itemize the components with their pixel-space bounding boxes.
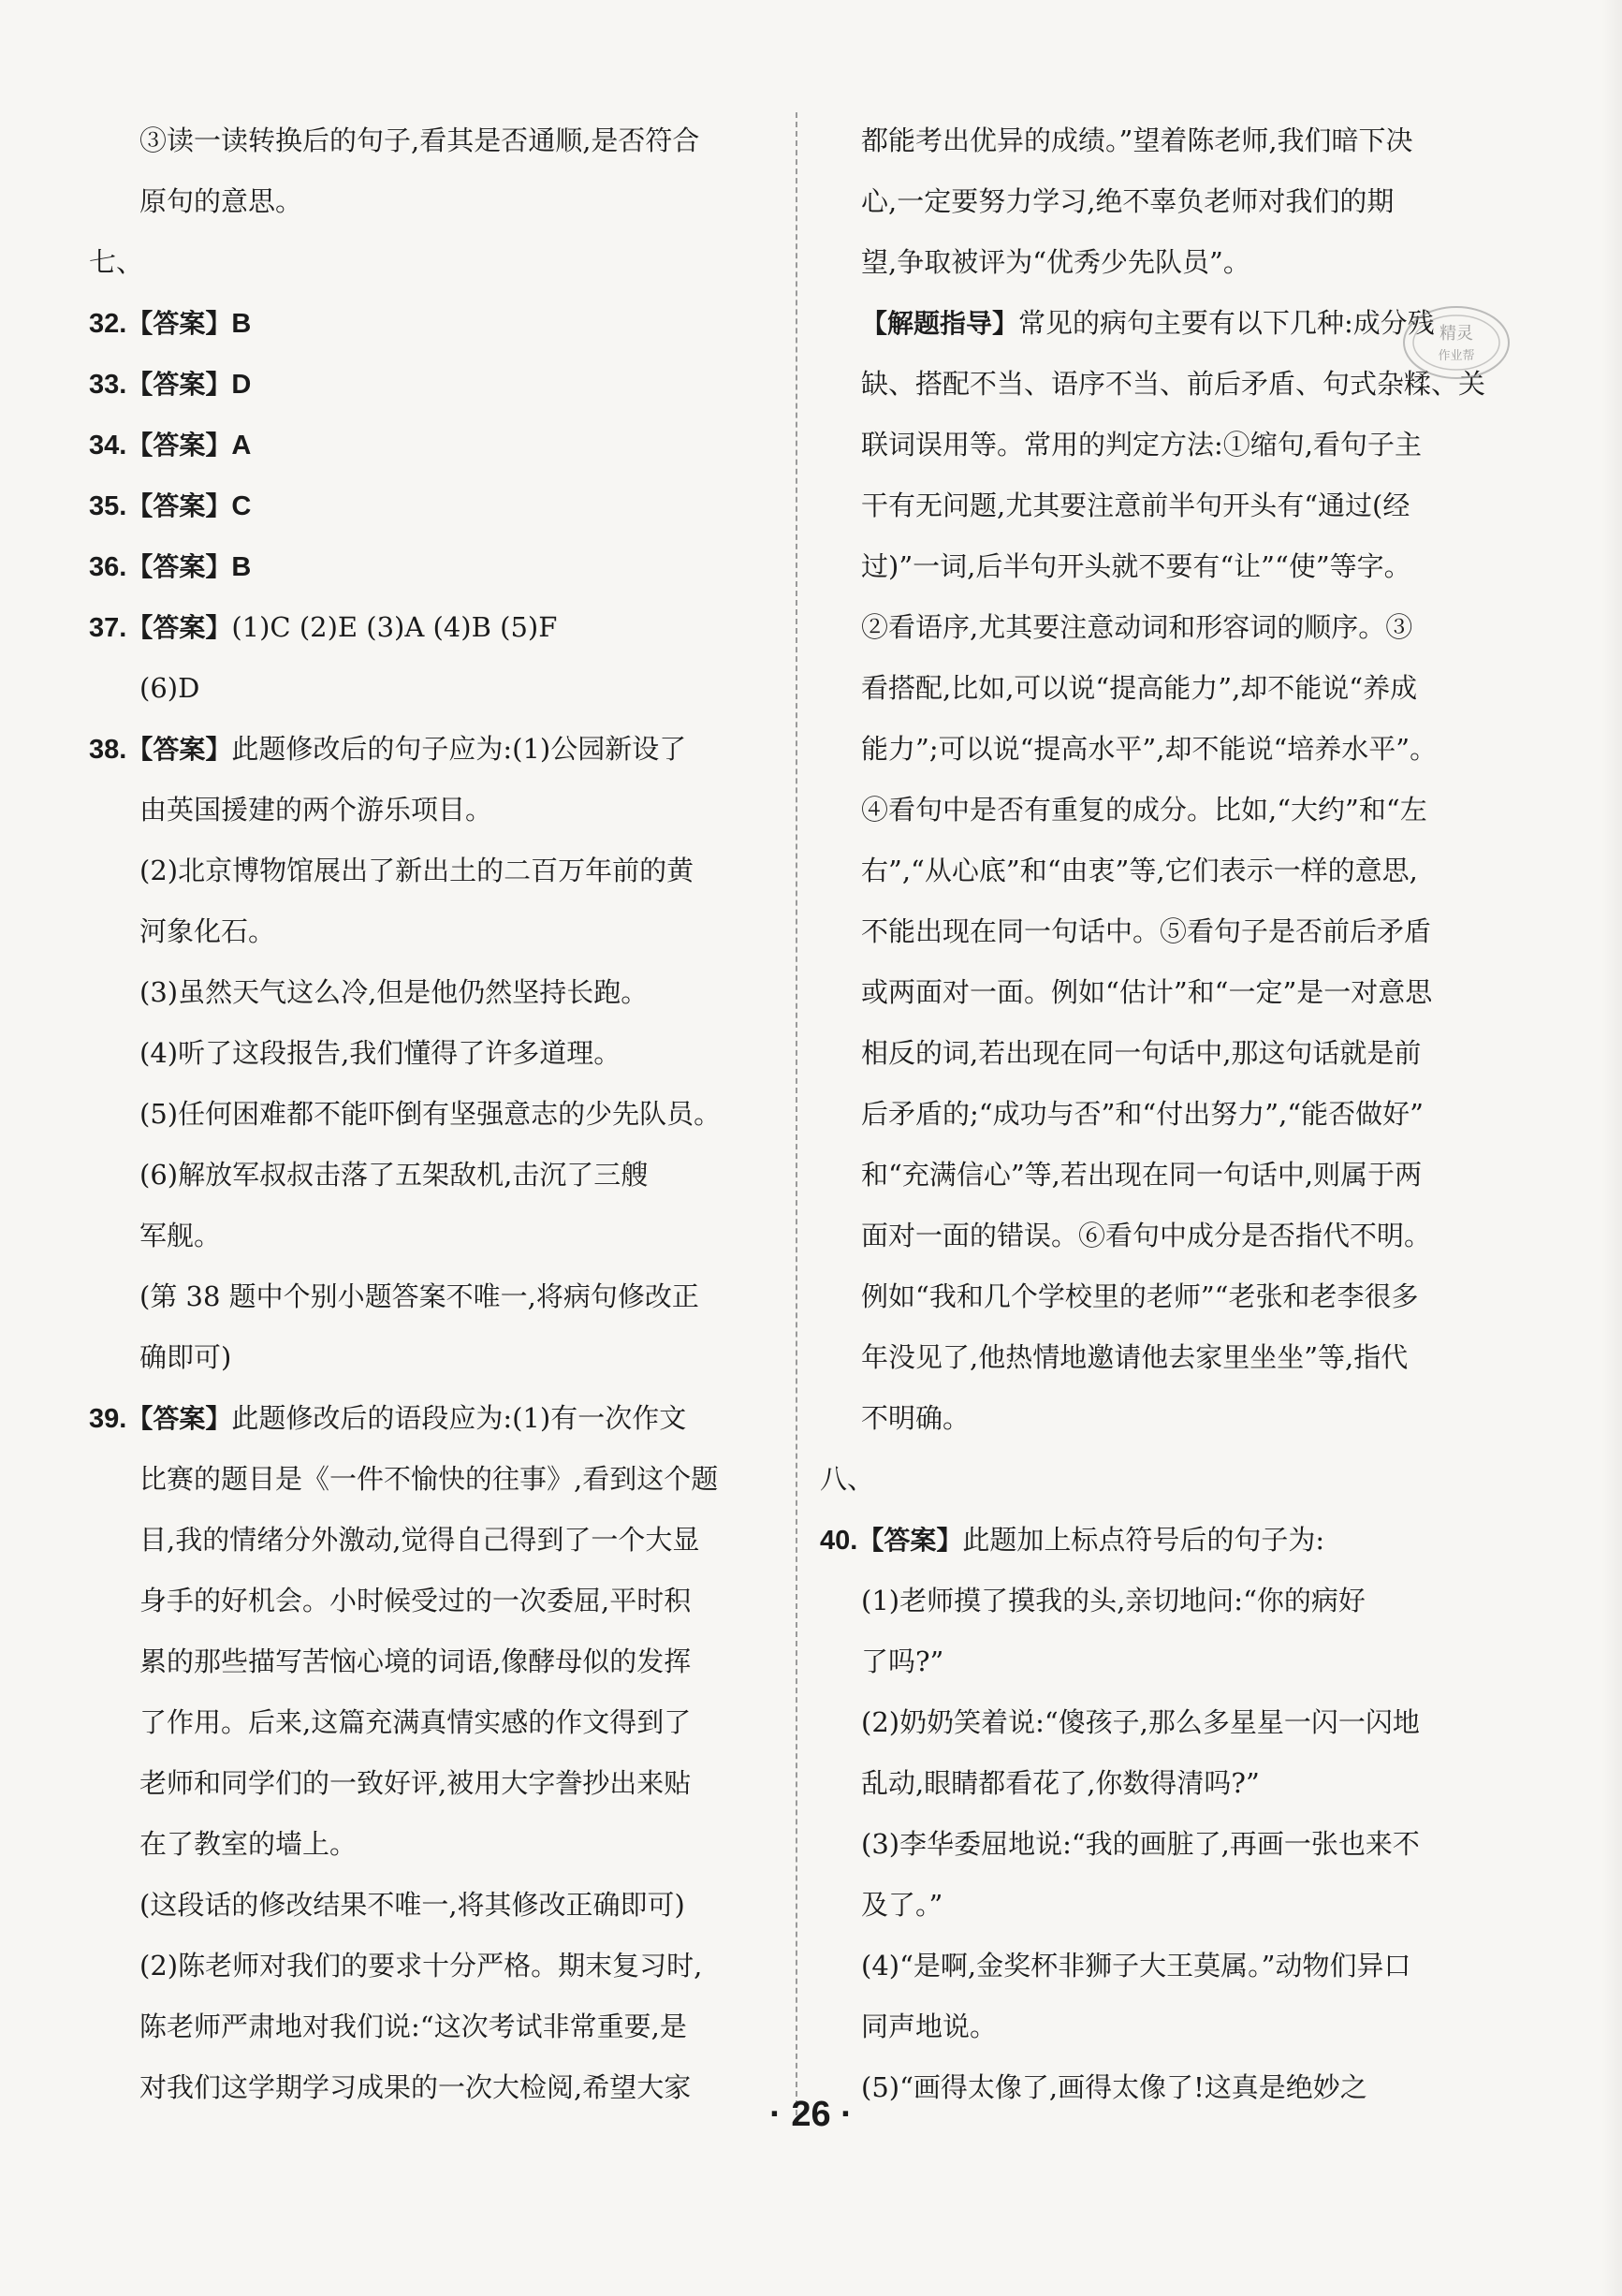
text-line [861,719,1498,780]
text-line [861,536,1498,597]
line-text: (6)D [139,672,200,704]
line-text: ④看句中是否有重复的成分。比如,“大约”和“左 [861,794,1427,826]
line-text: 后矛盾的;“成功与否”和“付出努力”,“能否做好” [861,1098,1424,1130]
text-line [89,901,763,962]
text-line [89,1145,763,1206]
text-line [861,1084,1498,1145]
line-text: 此题加上标点符号后的句子为: [962,1524,1325,1556]
text-line [89,110,763,171]
line-text: 此题修改后的句子应为:(1)公园新设了 [231,733,687,765]
line-text: 和“充满信心”等,若出现在同一句话中,则属于两 [861,1159,1423,1191]
question-number: 33. [89,370,127,400]
text-line [89,232,763,293]
line-text: 身手的好机会。小时候受过的一次委屈,平时积 [139,1585,692,1616]
line-text: 都能考出优异的成绩。”望着陈老师,我们暗下决 [861,124,1413,156]
text-line [89,1875,763,1936]
line-text: 七、 [89,246,144,278]
line-text: 由英国援建的两个游乐项目。 [139,794,493,826]
line-text: (5)任何困难都不能吓倒有坚强意志的少先队员。 [139,1098,722,1130]
question-number: 39. [89,1404,127,1434]
line-text: 了吗?” [861,1645,944,1677]
text-line [861,171,1498,232]
text-line [820,1449,1498,1510]
text-line [820,1510,1498,1571]
right-column [820,110,1498,2118]
line-text: 乱动,眼睛都看花了,你数得清吗?” [861,1767,1260,1799]
text-line [89,293,763,354]
line-text: 面对一面的错误。⑥看句中成分是否指代不明。 [861,1220,1432,1251]
answer-tag: 【答案】 [126,612,232,643]
line-text: 或两面对一面。例如“估计”和“一定”是一对意思 [861,976,1433,1008]
text-line [861,1996,1498,2057]
line-text: 河象化石。 [139,915,276,947]
text-line [89,780,763,841]
question-number: 32. [89,309,127,339]
line-text: 例如“我和几个学校里的老师”“老张和老李很多 [861,1280,1419,1312]
text-line [89,415,763,475]
text-line [89,1936,763,1996]
line-text: D [231,370,252,400]
line-text: B [231,309,252,339]
line-text: 常见的病句主要有以下几种:成分残 [1018,307,1435,339]
line-text: (4)听了这段报告,我们懂得了许多道理。 [139,1037,621,1069]
line-text: (第 38 题中个别小题答案不唯一,将病句修改正 [139,1280,699,1312]
question-number: 35. [89,491,127,521]
line-text: 确即可) [139,1341,232,1373]
text-line [861,1266,1498,1327]
text-line [861,1571,1498,1631]
line-text: (2)北京博物馆展出了新出土的二百万年前的黄 [139,855,694,886]
line-text: 同声地说。 [861,2011,998,2042]
text-line [861,901,1498,962]
text-line [89,719,763,780]
left-column [89,110,763,2118]
question-number: 36. [89,552,127,582]
line-text: (6)解放军叔叔击落了五架敌机,击沉了三艘 [139,1159,649,1191]
line-text: ③读一读转换后的句子,看其是否通顺,是否符合 [139,124,700,156]
text-line [89,1814,763,1875]
text-line [861,1206,1498,1266]
line-text: 目,我的情绪分外激动,觉得自己得到了一个大显 [139,1524,700,1556]
text-line [89,1327,763,1388]
text-line [861,232,1498,293]
text-line [861,1753,1498,1814]
text-line [89,1571,763,1631]
line-text: 不能出现在同一句话中。⑤看句子是否前后矛盾 [861,915,1432,947]
question-number: 38. [89,735,127,765]
answer-tag: 【答案】 [126,551,232,582]
line-text: 原句的意思。 [139,185,303,217]
text-line [861,597,1498,658]
line-text: (2)奶奶笑着说:“傻孩子,那么多星星一闪一闪地 [861,1706,1420,1738]
text-line [89,1449,763,1510]
line-text: 在了教室的墙上。 [139,1828,358,1860]
scan-edge [1601,0,1622,2296]
text-line [89,536,763,597]
line-text: 缺、搭配不当、语序不当、前后矛盾、句式杂糅、关 [861,368,1486,400]
line-text: (1)C (2)E (3)A (4)B (5)F [231,611,558,643]
text-line [89,1084,763,1145]
line-text: 军舰。 [139,1220,222,1251]
text-line [861,962,1498,1023]
text-line [89,171,763,232]
text-line [89,1753,763,1814]
line-text: (3)李华委屈地说:“我的画脏了,再画一张也来不 [861,1828,1420,1860]
line-text: 此题修改后的语段应为:(1)有一次作文 [231,1402,687,1434]
line-text: (3)虽然天气这么冷,但是他仍然坚持长跑。 [139,976,649,1008]
line-text: 年没见了,他热情地邀请他去家里坐坐”等,指代 [861,1341,1409,1373]
answer-tag: 【答案】 [126,490,232,521]
question-number: 34. [89,431,127,461]
text-line [861,1692,1498,1753]
answer-tag: 【答案】 [126,1403,232,1434]
line-text: A [231,431,252,461]
answer-tag: 【答案】 [126,430,232,461]
text-line [861,110,1498,171]
text-line [89,658,763,719]
line-text: 老师和同学们的一致好评,被用大字誊抄出来贴 [139,1767,692,1799]
line-text: (5)“画得太像了,画得太像了!这真是绝妙之 [861,2071,1367,2103]
answer-tag: 【答案】 [126,369,232,400]
line-text: 不明确。 [861,1402,971,1434]
text-line [861,1388,1498,1449]
text-line [89,1996,763,2057]
line-text: 右”,“从心底”和“由衷”等,它们表示一样的意思, [861,855,1418,886]
line-text: 八、 [820,1463,875,1495]
text-line [89,597,763,658]
line-text: 累的那些描写苦恼心境的词语,像酵母似的发挥 [139,1645,692,1677]
line-text: C [231,491,252,521]
line-text: 联词误用等。常用的判定方法:①缩句,看句子主 [861,429,1422,461]
text-line [89,962,763,1023]
question-number: 37. [89,613,127,643]
text-line [89,1510,763,1571]
stamp-logo [1399,301,1513,384]
page-number: · 26 · [769,2095,853,2134]
text-line [89,1023,763,1084]
line-text: 比赛的题目是《一件不愉快的往事》,看到这个题 [139,1463,719,1495]
column-divider [796,112,797,2115]
line-text: (4)“是啊,金奖杯非狮子大王莫属。”动物们异口 [861,1950,1411,1982]
stamp-text-bottom: 作业帮 [1438,349,1475,363]
text-line [861,1814,1498,1875]
line-text: 干有无问题,尤其要注意前半句开头有“通过(经 [861,490,1410,521]
line-text: 陈老师严肃地对我们说:“这次考试非常重要,是 [139,2011,687,2042]
text-line [89,1692,763,1753]
stamp-text-top: 精灵 [1439,324,1473,344]
line-text: 能力”;可以说“提高水平”,却不能说“培养水平”。 [861,733,1438,765]
text-line [861,1631,1498,1692]
line-text: 看搭配,比如,可以说“提高能力”,却不能说“养成 [861,672,1418,704]
text-line [861,1327,1498,1388]
line-text: (1)老师摸了摸我的头,亲切地问:“你的病好 [861,1585,1366,1616]
line-text: 过)”一词,后半句开头就不要有“让”“使”等字。 [861,550,1411,582]
line-text: 了作用。后来,这篇充满真情实感的作文得到了 [139,1706,692,1738]
text-line [89,1266,763,1327]
line-text: (2)陈老师对我们的要求十分严格。期末复习时, [139,1950,703,1982]
text-line [89,1206,763,1266]
text-line [89,841,763,901]
line-text: 心,一定要努力学习,绝不辜负老师对我们的期 [861,185,1395,217]
text-line [861,1023,1498,1084]
text-line [861,475,1498,536]
text-line [89,1388,763,1449]
answer-tag: 【解题指导】 [861,308,1019,339]
text-line [861,1936,1498,1996]
text-line [861,415,1498,475]
line-text: 对我们这学期学习成果的一次大检阅,希望大家 [139,2071,692,2103]
text-line [861,841,1498,901]
text-line [861,1145,1498,1206]
text-line [861,780,1498,841]
line-text: ②看语序,尤其要注意动词和形容词的顺序。③ [861,611,1413,643]
text-line [89,354,763,415]
line-text: 相反的词,若出现在同一句话中,那这句话就是前 [861,1037,1422,1069]
answer-tag: 【答案】 [126,308,232,339]
line-text: B [231,552,252,582]
question-number: 40. [820,1526,858,1556]
text-line [89,475,763,536]
text-line [861,1875,1498,1936]
line-text: 及了。” [861,1889,943,1921]
line-text: (这段话的修改结果不唯一,将其修改正确即可) [139,1889,685,1921]
text-line [89,1631,763,1692]
answer-tag: 【答案】 [126,734,232,765]
line-text: 望,争取被评为“优秀少先队员”。 [861,246,1250,278]
answer-tag: 【答案】 [857,1525,963,1556]
text-line [861,658,1498,719]
